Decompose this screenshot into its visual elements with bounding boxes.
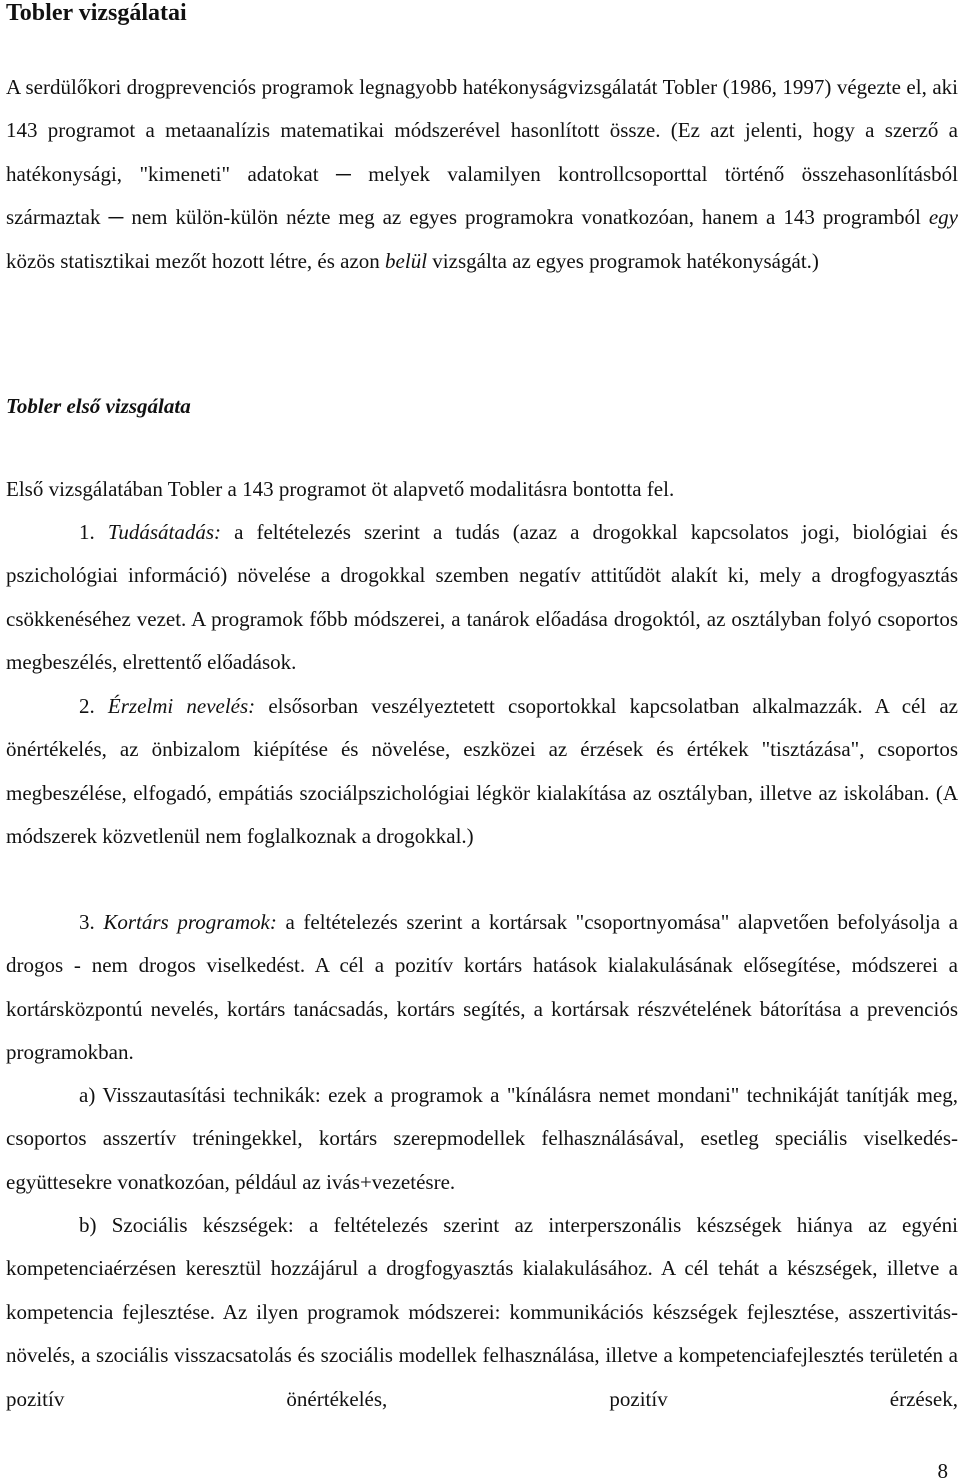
emphasis-belul: belül xyxy=(385,248,428,273)
page-title: Tobler vizsgálatai xyxy=(6,0,187,26)
item-text: a feltételezés szerint a tudás (azaz a drogokkal kapcsolatos jogi, biológiai és pszichológiai információ) növelése a drogokkal szemben negatív attitűdöt alakít ki, mely a drogfogyasztás csökkenéséhez vezet. A programok főbb módszerei, a tanárok előadása drogoktól, az osztályban folyó csoportos megbeszélés, elrettentő előadások. xyxy=(6,520,959,675)
list-item-3 xyxy=(6,901,958,1075)
item-number: 2. xyxy=(79,694,108,718)
item-term: Érzelmi nevelés: xyxy=(107,694,256,718)
sub-item-a: a) Visszautasítási technikák: ezek a programok a "kínálásra nemet mondani" technikáját tanítják meg, csoportos asszertív tréningekkel, kortárs szerepmodellek felhasználásával, esetleg speciális viselkedés-együttesekre vonatkozóan, például az ivás+vezetésre. xyxy=(6,1083,958,1194)
item-text: elsősorban veszélyeztetett csoportokkal kapcsolatban alkalmazzák. A cél az önértékelés, az önbizalom kiépítése és növelése, eszközei az érzések és értékek "tisztázása", csoportos megbeszélése, elfogadó, empátiás szociálpszichológiai légkör kialakítása az osztályban, illetve az iskolában. (A módszerek közvetlenül nem foglalkoznak a drogokkal.) xyxy=(6,694,958,849)
list-item-1 xyxy=(6,511,958,685)
page-number: 8 xyxy=(937,1459,948,1483)
intro-text-1: A serdülőkori drogprevenciós programok legnagyobb hatékonyságvizsgálatát Tobler (1986, 1997) végezte el, aki 143 programot a metaanalízis matematikai módszerével hasonlított össze. (Ez azt jelenti, hogy a szerző a hatékonysági, "kimeneti" adatokat ─ melyek valamilyen kontrollcsoporttal történő összehasonlításból származtak ─ nem külön-külön nézte meg az egyes programokra vonatkozóan, hanem a 143 programból xyxy=(6,75,958,230)
item-term: Tudásátadás: xyxy=(107,520,222,544)
intro-paragraph xyxy=(6,66,958,283)
item-text: a feltételezés szerint a kortársak "csoportnyomása" alapvetően befolyásolja a drogos - nem drogos viselkedést. A cél a pozitív kortárs hatások kialakulásának elősegítése, módszerei a kortársközpontú nevelés, kortárs tanácsadás, kortárs segítés, a kortársak részvételének bátorítása a prevenciós programokban. xyxy=(6,910,959,1065)
item-term: Kortárs programok: xyxy=(103,910,277,934)
lead-paragraph: Első vizsgálatában Tobler a 143 programot öt alapvető modalitásra bontotta fel. xyxy=(6,477,675,501)
section-subheading: Tobler első vizsgálata xyxy=(6,394,191,418)
item-number: 1. xyxy=(79,520,108,544)
emphasis-egy: egy xyxy=(928,205,958,230)
intro-text-3: vizsgálta az egyes programok hatékonyságát.) xyxy=(427,248,819,273)
item-number: 3. xyxy=(79,910,104,934)
list-item-2 xyxy=(6,685,958,859)
intro-text-2: közös statisztikai mezőt hozott létre, és azon xyxy=(6,248,386,273)
sub-item-b: b) Szociális készségek: a feltételezés szerint az interperszonális készségek hiánya az egyéni kompetenciaérzésen keresztül hozzájárul a drogfogyasztás kialakulásához. A cél tehát a készségek, illetve a kompetencia fejlesztése. Az ilyen programok módszerei: kommunikációs készségek fejlesztése, asszertivitás-növelés, a szociális visszacsatolás és szociális modellek felhasználása, illetve a kompetenciafejlesztés területén a pozitív önértékelés, pozitív érzések, xyxy=(6,1213,958,1411)
